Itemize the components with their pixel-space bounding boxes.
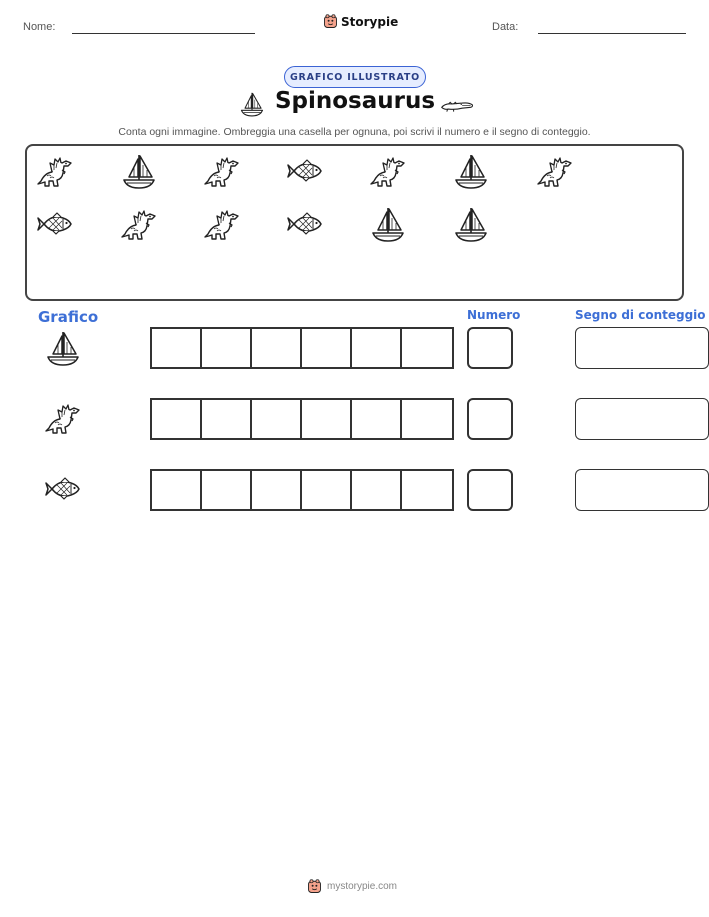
boat-icon bbox=[368, 204, 408, 244]
graph-cell[interactable] bbox=[152, 400, 202, 438]
graph-row-boat bbox=[150, 327, 454, 369]
dinosaur-icon bbox=[368, 151, 408, 191]
worksheet-type-badge: GRAFICO ILLUSTRATO bbox=[284, 66, 426, 88]
graph-row-dinosaur bbox=[150, 398, 454, 440]
dinosaur-icon bbox=[535, 151, 575, 191]
instructions: Conta ogni immagine. Ombreggia una casella per ognuna, poi scrivi il numero e il segno di conteggio. bbox=[118, 126, 591, 138]
graph-cell[interactable] bbox=[302, 400, 352, 438]
storypie-logo-icon bbox=[323, 14, 338, 29]
picture-box bbox=[25, 144, 684, 301]
footer bbox=[307, 879, 397, 894]
number-box-fish[interactable] bbox=[467, 469, 513, 511]
tally-label: Segno di conteggio bbox=[575, 308, 706, 322]
graph-cell[interactable] bbox=[152, 471, 202, 509]
date-line[interactable] bbox=[538, 33, 686, 34]
graph-cell[interactable] bbox=[352, 400, 402, 438]
name-line[interactable] bbox=[72, 33, 255, 34]
graph-cell[interactable] bbox=[202, 329, 252, 367]
graph-cell[interactable] bbox=[302, 471, 352, 509]
number-box-boat[interactable] bbox=[467, 327, 513, 369]
dinosaur-icon bbox=[202, 204, 242, 244]
fish-icon bbox=[43, 469, 83, 509]
dinosaur-icon bbox=[119, 204, 159, 244]
number-label: Numero bbox=[467, 308, 521, 322]
graph-cell[interactable] bbox=[302, 329, 352, 367]
boat-icon bbox=[43, 328, 83, 368]
graph-label: Grafico bbox=[38, 308, 99, 326]
fish-icon bbox=[285, 204, 325, 244]
graph-cell[interactable] bbox=[402, 329, 452, 367]
crocodile-icon bbox=[440, 98, 474, 115]
footer-url[interactable]: mystorypie.com bbox=[327, 881, 398, 892]
dinosaur-icon bbox=[43, 398, 83, 438]
graph-cell[interactable] bbox=[252, 400, 302, 438]
boat-icon bbox=[451, 151, 491, 191]
fish-icon bbox=[35, 204, 75, 244]
boat-icon bbox=[451, 204, 491, 244]
brand-logo bbox=[323, 14, 398, 29]
tally-box-boat[interactable] bbox=[575, 327, 709, 369]
brand-name: Storypie bbox=[341, 14, 399, 29]
graph-cell[interactable] bbox=[402, 400, 452, 438]
boat-icon bbox=[119, 151, 159, 191]
boat-icon bbox=[238, 90, 266, 118]
number-box-dinosaur[interactable] bbox=[467, 398, 513, 440]
dinosaur-icon bbox=[202, 151, 242, 191]
date-label: Data: bbox=[492, 21, 519, 33]
graph-cell[interactable] bbox=[152, 329, 202, 367]
name-label: Nome: bbox=[23, 21, 56, 33]
graph-cell[interactable] bbox=[202, 471, 252, 509]
dinosaur-icon bbox=[35, 151, 75, 191]
graph-cell[interactable] bbox=[402, 471, 452, 509]
graph-cell[interactable] bbox=[252, 329, 302, 367]
page-title: Spinosaurus bbox=[274, 88, 436, 114]
graph-row-fish bbox=[150, 469, 454, 511]
graph-cell[interactable] bbox=[252, 471, 302, 509]
storypie-logo-icon bbox=[307, 879, 322, 894]
graph-cell[interactable] bbox=[352, 471, 402, 509]
tally-box-dinosaur[interactable] bbox=[575, 398, 709, 440]
graph-cell[interactable] bbox=[352, 329, 402, 367]
graph-cell[interactable] bbox=[202, 400, 252, 438]
tally-box-fish[interactable] bbox=[575, 469, 709, 511]
fish-icon bbox=[285, 151, 325, 191]
